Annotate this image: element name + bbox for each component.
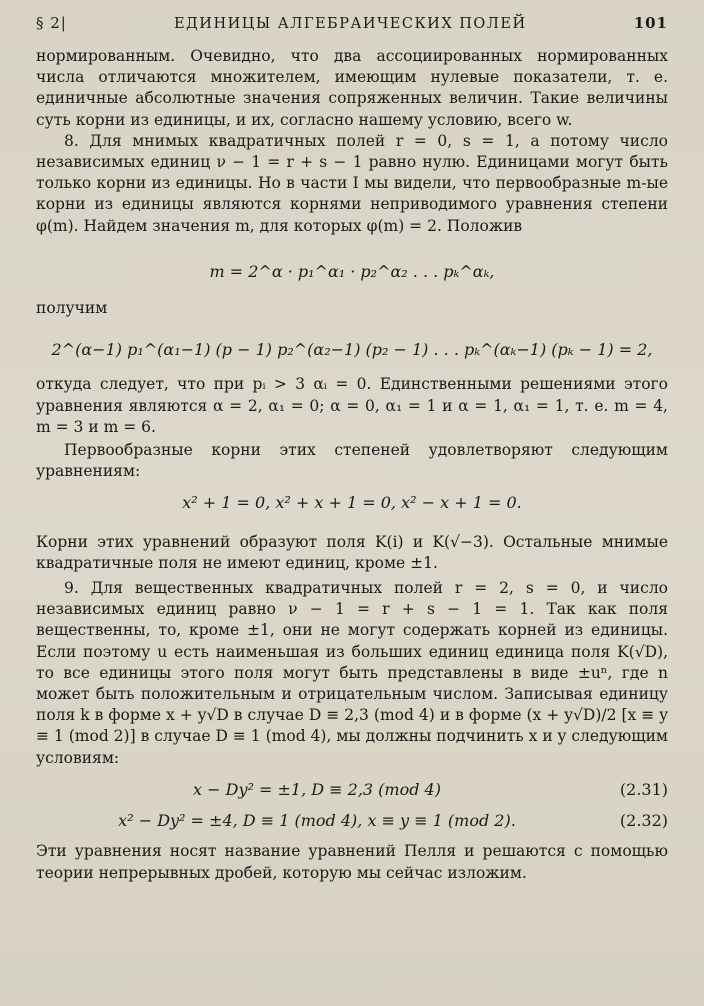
equation-number: (2.32)	[619, 811, 668, 831]
running-header	[36, 14, 668, 32]
paragraph-pell: Эти уравнения носят название уравнений Пелля и решаются с помощью теории непрерывных дробей, которую мы сейчас изложим.	[36, 842, 668, 882]
paragraph-fields: Корни этих уравнений образуют поля K(i) и K(√−3). Остальные мнимые квадратичные поля не имеют единиц, кроме ±1.	[36, 532, 668, 572]
equation-expression: x² − Dy² = ±4, D ≡ 1 (mod 4), x ≡ y ≡ 1 (mod 2).	[118, 811, 516, 831]
formula-euler-phi: 2^(α−1) p₁^(α₁−1) (p − 1) p₂^(α₂−1) (p₂ − 1) . . . pₖ^(αₖ−1) (pₖ − 1) = 2,	[51, 340, 653, 360]
paragraph-continuation: нормированным. Очевидно, что два ассоциированных нормированных числа отличаются множителем, имеющим нулевые показатели, т. е. единичные абсолютные значения сопряженных величин. Такие величины суть корни из единицы, и их, согласно нашему условию, всего w.	[36, 47, 668, 129]
equation-number: (2.31)	[619, 779, 668, 799]
section-marker: § 2|	[36, 14, 67, 32]
equation-expression: x − Dy² = ±1, D ≡ 2,3 (mod 4)	[193, 779, 441, 799]
equation-2-32	[36, 810, 668, 831]
paragraph-poluchim: получим	[36, 299, 108, 318]
paragraph-primitive-roots: Первообразные корни этих степеней удовлетворяют следующим уравнениям:	[36, 441, 668, 481]
paragraph-solutions: откуда следует, что при pᵢ > 3 αᵢ = 0. Единственными решениями этого уравнения являются α = 2, α₁ = 0; α = 0, α₁ = 1 и α = 1, α₁ = 1, т. е. m = 4, m = 3 и m = 6.	[36, 375, 668, 436]
formula-cyclotomic-equations: x² + 1 = 0, x² + x + 1 = 0, x² − x + 1 = 0.	[182, 493, 522, 513]
formula-m-factorization: m = 2^α · p₁^α₁ · p₂^α₂ . . . pₖ^αₖ,	[209, 261, 495, 281]
paragraph-8: 8. Для мнимых квадратичных полей r = 0, s = 1, а потому число независимых единиц ν − 1 = r + s − 1 равно нулю. Единицами могут быть только корни из единицы. Но в части I мы видели, что первообразные m-ые корни из единицы являются корнями неприводимого уравнения степени φ(m). Найдем значения m, для которых φ(m) = 2. Положив	[36, 131, 668, 235]
equation-2-31	[36, 779, 668, 800]
running-title: ЕДИНИЦЫ АЛГЕБРАИЧЕСКИХ ПОЛЕЙ	[173, 16, 527, 32]
paragraph-9: 9. Для вещественных квадратичных полей r = 2, s = 0, и число независимых единиц равно ν − 1 = r + s − 1 = 1. Так как поля вещественны, то, кроме ±1, они не могут содержать корней из единицы. Если поэтому u есть наименьшая из больших единиц единица поля K(√D), то все единицы этого поля могут быть представлены в виде ±uⁿ, где n может быть положительным и отрицательным числом. Записывая единицу поля k в форме x + y√D в случае D ≡ 2,3 (mod 4) и в форме (x + y√D)/2 [x ≡ y ≡ 1 (mod 2)] в случае D ≡ 1 (mod 4), мы должны подчинить x и y следующим условиям:	[36, 579, 668, 767]
page-body	[36, 46, 668, 884]
page-number: 101	[633, 14, 668, 32]
